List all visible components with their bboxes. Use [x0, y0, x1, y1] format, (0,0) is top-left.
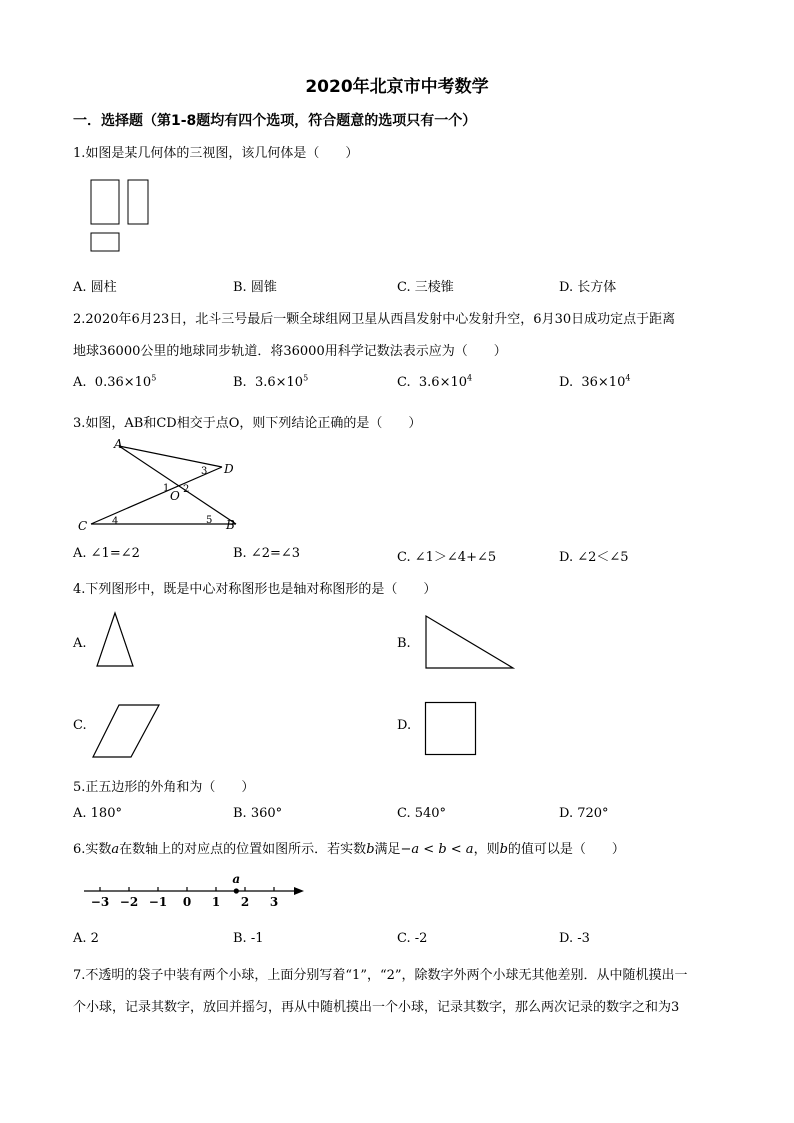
number-line-tick-label: 1	[211, 895, 221, 909]
question-6-stem	[73, 838, 625, 857]
number-line-tick-label: −2	[119, 895, 139, 909]
q2-option-a-mantissa: 0.36×10	[94, 375, 152, 390]
question-4-stem: 4.下列图形中，既是中心对称图形也是轴对称图形的是（ ）	[73, 582, 437, 597]
question-2-line-1: 2.2020年6月23日，北斗三号最后一颗全球组网卫星从西昌发射中心发射升空，6月30日成功定点于距离	[73, 312, 676, 327]
q6-option-c[interactable]: C. -2	[397, 931, 428, 946]
question-7-line-2: 个小球，记录其数字，放回并摇匀，再从中随机摸出一个小球，记录其数字，那么两次记录的数字之和为3	[73, 1000, 680, 1015]
point-a-label: a	[232, 872, 241, 886]
square	[426, 703, 476, 755]
q6-inequality: −a < b < a	[400, 842, 474, 857]
q2-option-c[interactable]	[397, 375, 472, 390]
angle-label-1: 1	[163, 483, 170, 494]
q2-option-a[interactable]	[73, 375, 156, 390]
isosceles-triangle	[97, 613, 133, 666]
q6-stem-mid3: ，则	[473, 842, 500, 857]
label-point-d: D	[224, 462, 234, 476]
q6-option-a[interactable]: A. 2	[73, 931, 99, 946]
q5-option-a[interactable]: A. 180°	[73, 806, 122, 821]
q3-option-d[interactable]: D. ∠2＜∠5	[559, 550, 629, 565]
section-heading: 一．选择题（第1-8题均有四个选项，符合题意的选项只有一个）	[73, 113, 477, 129]
q3-option-a[interactable]: A. ∠1=∠2	[73, 546, 140, 561]
q2-option-d-exponent: 4	[625, 373, 631, 383]
number-line-tick-label: −1	[148, 895, 168, 909]
q3-option-b[interactable]: B. ∠2=∠3	[233, 546, 301, 561]
question-2-line-2: 地球36000公里的地球同步轨道．将36000用科学记数法表示应为（ ）	[73, 344, 507, 359]
q2-option-d-letter: D.	[559, 375, 574, 390]
top-view	[91, 233, 119, 251]
question-5-stem: 5.正五边形的外角和为（ ）	[73, 780, 255, 795]
angle-label-4: 4	[112, 516, 119, 527]
number-line-arrow	[294, 887, 304, 895]
number-line-tick-label: 0	[182, 895, 192, 909]
parallelogram	[93, 705, 159, 757]
question-7-line-1: 7.不透明的袋子中装有两个小球，上面分别写着“1”，“2”，除数字外两个小球无其他差别．从中随机摸出一	[73, 968, 688, 983]
q2-option-a-exponent: 5	[151, 373, 157, 383]
side-view	[128, 180, 148, 224]
question-1-stem: 1.如图是某几何体的三视图，该几何体是（ ）	[73, 146, 359, 161]
q2-option-b-mantissa: 3.6×10	[254, 375, 304, 390]
q6-stem-suffix: 的值可以是（ ）	[507, 842, 625, 857]
point-a-marker	[234, 888, 239, 893]
number-line-tick-label: −3	[90, 895, 110, 909]
q6-stem-prefix: 6.实数	[73, 842, 112, 857]
q1-option-b[interactable]: B. 圆锥	[233, 280, 277, 295]
angle-label-2: 2	[183, 484, 190, 495]
q2-option-d[interactable]	[559, 375, 630, 390]
q5-option-b[interactable]: B. 360°	[233, 806, 283, 821]
q2-option-c-exponent: 4	[467, 373, 473, 383]
right-triangle-shape	[424, 614, 516, 670]
q2-option-b[interactable]	[233, 375, 308, 390]
three-view-drawing	[88, 178, 154, 256]
label-point-a: A	[114, 437, 123, 451]
question-3-stem: 3.如图，AB和CD相交于点O，则下列结论正确的是（ ）	[73, 416, 422, 431]
q6-var-b-2: b	[499, 842, 508, 857]
q6-stem-mid: 在数轴上的对应点的位置如图所示．若实数	[119, 842, 367, 857]
square-shape	[424, 701, 478, 757]
q6-var-a: a	[111, 842, 120, 857]
parallelogram-shape	[91, 703, 161, 759]
label-point-b: B	[226, 518, 235, 532]
q4-option-b-letter[interactable]: B.	[397, 636, 411, 651]
q2-option-a-letter: A.	[73, 375, 87, 390]
number-line	[80, 870, 310, 912]
q4-option-a-letter[interactable]: A.	[73, 636, 87, 651]
q6-option-b[interactable]: B. -1	[233, 931, 264, 946]
page-title: 2020年北京市中考数学	[305, 77, 489, 97]
q3-option-c[interactable]: C. ∠1＞∠4+∠5	[397, 550, 497, 565]
number-line-tick-label: 3	[269, 895, 279, 909]
q6-var-b: b	[366, 842, 375, 857]
q1-option-c[interactable]: C. 三棱锥	[397, 280, 454, 295]
label-point-o: O	[170, 489, 180, 503]
q2-option-c-mantissa: 3.6×10	[418, 375, 467, 390]
q4-option-d-letter[interactable]: D.	[397, 718, 412, 733]
q2-option-d-mantissa: 36×10	[581, 375, 626, 390]
q5-option-d[interactable]: D. 720°	[559, 806, 609, 821]
label-point-c: C	[78, 519, 88, 533]
q6-stem-mid2: 满足	[374, 842, 401, 857]
triangle-shape	[94, 610, 136, 668]
right-triangle	[426, 616, 513, 668]
q1-option-a[interactable]: A. 圆柱	[73, 280, 117, 295]
number-line-tick-label: 2	[240, 895, 250, 909]
angle-label-3: 3	[201, 466, 208, 477]
q4-option-c-letter[interactable]: C.	[73, 718, 87, 733]
q5-option-c[interactable]: C. 540°	[397, 806, 447, 821]
q1-option-d[interactable]: D. 长方体	[559, 280, 617, 295]
q2-option-b-letter: B.	[233, 375, 247, 390]
q6-option-d[interactable]: D. -3	[559, 931, 590, 946]
angle-label-5: 5	[206, 515, 213, 526]
intersecting-lines-figure	[72, 436, 247, 536]
front-view	[91, 180, 119, 224]
q2-option-c-letter: C.	[397, 375, 411, 390]
q2-option-b-exponent: 5	[303, 373, 309, 383]
